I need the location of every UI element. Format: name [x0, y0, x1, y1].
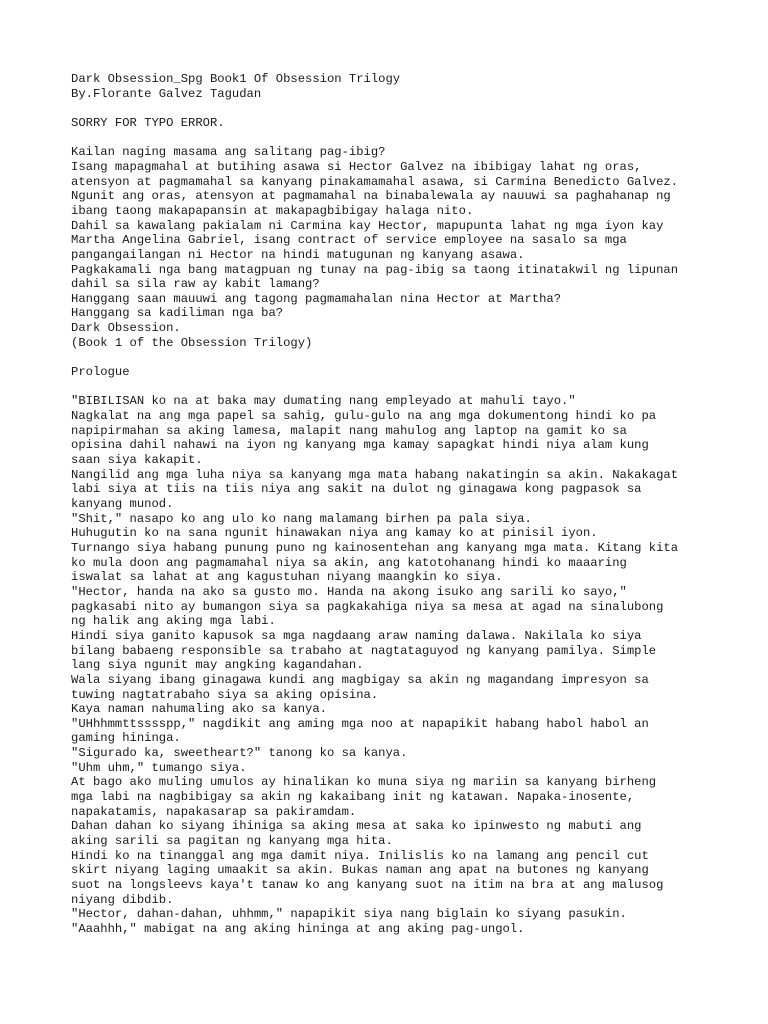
prologue-line: "Sigurado ka, sweetheart?" tanong ko sa kanya.: [71, 746, 408, 761]
blurb-line: (Book 1 of the Obsession Trilogy): [71, 335, 313, 350]
blurb-line: Kailan naging masama ang salitang pag-ibig?: [71, 145, 386, 160]
blurb-line: ibang taong makapapansin at makapagbibigay halaga nito.: [71, 203, 474, 218]
prologue-line: "UHhhmmttsssspp," nagdikit ang aming mga noo at napapikit habang habol habol an: [71, 716, 649, 731]
prologue-line: "Aaahhh," mabigat na ang aking hininga at ang aking pag-ungol.: [71, 922, 525, 936]
blurb-line: atensyon at pagmamahal sa kanyang pinakamamahal asawa, si Carmina Benedicto Galvez.: [71, 174, 679, 189]
blurb-line: Pagkakamali nga bang matagpuan ng tunay na pag-ibig sa taong itinatakwil ng lipunan: [71, 262, 679, 277]
blurb-line: Martha Angelina Gabriel, isang contract of service employee na sasalo sa mga: [71, 233, 627, 248]
blurb-line: Hanggang sa kadiliman nga ba?: [71, 306, 284, 321]
prologue-section: [71, 394, 711, 936]
prologue-line: napipirmahan sa aking lamesa, malapit nang mahulog ang laptop na gamit ko sa: [71, 423, 627, 438]
spacer: [71, 131, 711, 146]
prologue-line: "Uhm uhm," tumango siya.: [71, 760, 247, 775]
prologue-line: iswalat sa lahat at ang kagustuhan niyang maangkin ko siya.: [71, 570, 503, 585]
spacer: [71, 101, 711, 116]
blurb-line: Dahil sa kawalang pakialam ni Carmina kay Hector, mapupunta lahat ng mga iyon kay: [71, 218, 664, 233]
prologue-line: gaming hininga.: [71, 731, 181, 746]
spacer: [71, 380, 711, 395]
document-byline: By.Florante Galvez Tagudan: [71, 86, 262, 101]
prologue-line: Nagkalat na ang mga papel sa sahig, gulu-gulo na ang mga dokumentong hindi ko pa: [71, 409, 657, 424]
prologue-line: "Shit," nasapo ko ang ulo ko nang malamang birhen pa pala siya.: [71, 511, 532, 526]
prologue-line: opisina dahil nahawi na iyon ng kanyang mga kamay sapagkat hindi niya alam kung: [71, 438, 649, 453]
prologue-line: suot na longsleevs kaya't tanaw ko ang kanyang suot na itim na bra at ang malusog: [71, 878, 664, 893]
document-title: Dark Obsession_Spg Book1 Of Obsession Trilogy: [71, 72, 401, 86]
prologue-line: aking sarili sa pagitan ng kanyang mga hita.: [71, 834, 393, 849]
prologue-line: ko mula doon ang pagmamahal niya sa akin, ang katotohanang hindi ko maaaring: [71, 555, 627, 570]
prologue-line: lang siya ngunit may angking kagandahan.: [71, 658, 364, 673]
prologue-line: Wala siyang ibang ginagawa kundi ang magbigay sa akin ng magandang impresyon sa: [71, 672, 649, 687]
prologue-line: kanyang munod.: [71, 496, 174, 511]
blurb-line: Isang mapagmahal at butihing asawa si Hector Galvez na ibibigay lahat ng oras,: [71, 159, 642, 174]
prologue-line: Kaya naman nahumaling ako sa kanya.: [71, 702, 327, 717]
prologue-line: At bago ako muling umulos ay hinalikan ko muna siya ng mariin sa kanyang birheng: [71, 775, 657, 790]
prologue-line: pagkasabi nito ay bumangon siya sa pagkakahiga niya sa mesa at agad na sinalubong: [71, 599, 664, 614]
spacer: [71, 350, 711, 365]
blurb-line: Ngunit ang oras, atensyon at pagmamahal na binabalewala ay nauuwi sa paghahanap ng: [71, 189, 671, 204]
prologue-line: Hindi ko na tinanggal ang mga damit niya. Inilislis ko na lamang ang pencil cut: [71, 848, 649, 863]
typo-notice: SORRY FOR TYPO ERROR.: [71, 115, 225, 130]
prologue-line: saan siya kakapit.: [71, 453, 203, 467]
document-page: [71, 72, 711, 937]
blurb-line: dahil sa sila raw ay kabit lamang?: [71, 277, 320, 292]
blurb-line: pangangailangan ni Hector na hindi matugunan ng kanyang asawa.: [71, 247, 525, 262]
prologue-line: Dahan dahan ko siyang ihiniga sa aking mesa at saka ko ipinwesto ng mabuti ang: [71, 819, 642, 834]
prologue-line: Huhugutin ko na sana ngunit hinawakan niya ang kamay ko at pinisil iyon.: [71, 526, 598, 541]
prologue-line: labi siya at tiis na tiis niya ang sakit na dulot ng ginagawa kong pagpasok sa: [71, 482, 642, 497]
prologue-line: ng halik ang aking mga labi.: [71, 614, 276, 629]
prologue-line: napakatamis, napakasarap sa pakiramdam.: [71, 804, 357, 819]
prologue-line: Nangilid ang mga luha niya sa kanyang mga mata habang nakatingin sa akin. Nakakagat: [71, 467, 679, 482]
blurb-section: [71, 145, 711, 350]
prologue-line: Hindi siya ganito kapusok sa mga nagdaang araw naming dalawa. Nakilala ko siya: [71, 628, 642, 643]
prologue-line: niyang dibdib.: [71, 892, 174, 907]
prologue-line: tuwing nagtatrabaho siya sa aking opisina.: [71, 687, 379, 702]
prologue-line: Turnango siya habang punung puno ng kainosentehan ang kanyang mga mata. Kitang kita: [71, 540, 679, 555]
prologue-line: bilang babaeng responsible sa trabaho at nagtataguyod ng kanyang pamilya. Simple: [71, 643, 657, 658]
prologue-line: mga labi na nagbibigay sa akin ng kakaibang init ng katawan. Napaka-inosente,: [71, 790, 635, 805]
prologue-line: "Hector, dahan-dahan, uhhmm," napapikit siya nang biglain ko siyang pasukin.: [71, 907, 627, 922]
blurb-line: Dark Obsession.: [71, 321, 181, 336]
prologue-line: "BIBILISAN ko na at baka may dumating nang empleyado at mahuli tayo.": [71, 394, 576, 409]
blurb-line: Hanggang saan mauuwi ang tagong pagmamahalan nina Hector at Martha?: [71, 291, 562, 306]
prologue-line: skirt niyang laging umaakit sa akin. Bukas naman ang apat na butones ng kanyang: [71, 863, 649, 878]
prologue-heading: Prologue: [71, 365, 130, 380]
prologue-line: "Hector, handa na ako sa gusto mo. Handa na akong isuko ang sarili ko sayo,": [71, 584, 627, 599]
